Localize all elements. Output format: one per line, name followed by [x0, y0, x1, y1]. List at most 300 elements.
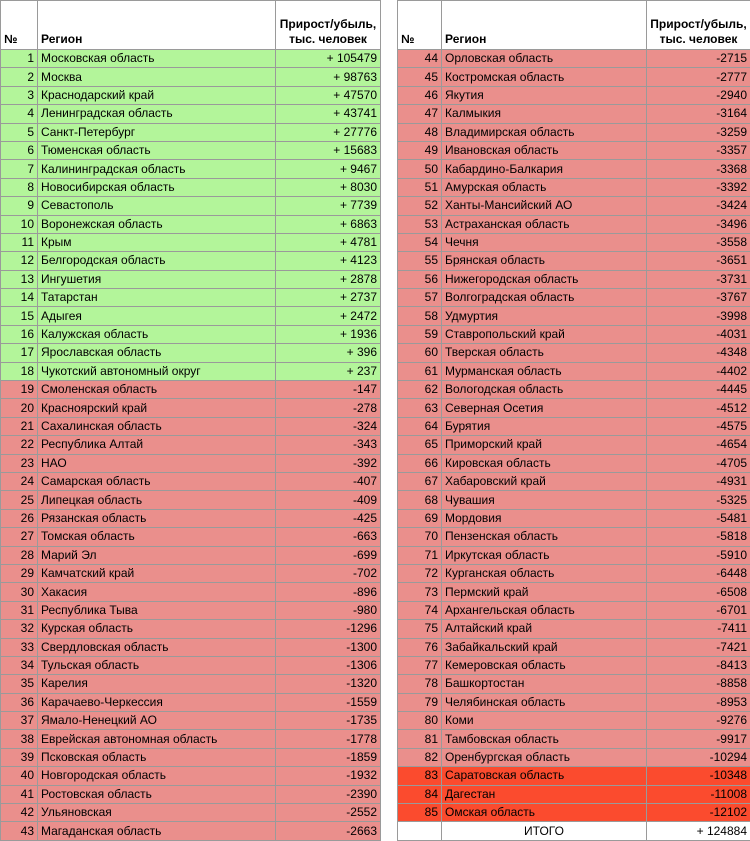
table-row [398, 509, 750, 527]
row-number: 47 [398, 105, 442, 123]
table-row [1, 252, 381, 270]
row-number: 37 [1, 712, 38, 730]
table-row [398, 712, 750, 730]
row-region: Марий Эл [38, 546, 276, 564]
row-change: -4031 [647, 325, 750, 343]
table-row [1, 123, 381, 141]
row-number: 48 [398, 123, 442, 141]
table-row [398, 197, 750, 215]
row-number: 56 [398, 270, 442, 288]
row-number: 78 [398, 675, 442, 693]
row-number: 31 [1, 601, 38, 619]
table-row [1, 105, 381, 123]
table-row [398, 252, 750, 270]
row-number: 17 [1, 344, 38, 362]
row-change: + 105479 [276, 50, 381, 68]
row-number: 1 [1, 50, 38, 68]
table-row [1, 381, 381, 399]
row-number: 71 [398, 546, 442, 564]
row-region: Брянская область [442, 252, 647, 270]
row-change: -1735 [276, 712, 381, 730]
table-row [398, 472, 750, 490]
header-row [398, 1, 750, 50]
row-number: 41 [1, 785, 38, 803]
row-number: 7 [1, 160, 38, 178]
header-region: Регион [442, 1, 647, 50]
table-row [1, 528, 381, 546]
row-number: 33 [1, 638, 38, 656]
row-change: + 1936 [276, 325, 381, 343]
row-number: 60 [398, 344, 442, 362]
table-row [398, 289, 750, 307]
table-row [1, 601, 381, 619]
row-region: Краснодарский край [38, 86, 276, 104]
table-row [1, 822, 381, 840]
header-change-line2: тыс. человек [660, 32, 738, 46]
table-row [398, 638, 750, 656]
row-number: 16 [1, 325, 38, 343]
row-change: + 396 [276, 344, 381, 362]
row-region: Новосибирская область [38, 178, 276, 196]
row-region: Камчатский край [38, 564, 276, 582]
row-region: Кировская область [442, 454, 647, 472]
row-region: Пензенская область [442, 528, 647, 546]
row-number: 82 [398, 748, 442, 766]
row-number: 34 [1, 656, 38, 674]
row-region: Владимирская область [442, 123, 647, 141]
table-row [1, 693, 381, 711]
row-change: + 15683 [276, 141, 381, 159]
row-change: -8413 [647, 656, 750, 674]
row-change: -6701 [647, 601, 750, 619]
header-change [276, 1, 381, 50]
row-change: -7421 [647, 638, 750, 656]
row-change: -3424 [647, 197, 750, 215]
table-row [398, 50, 750, 68]
row-region: Республика Тыва [38, 601, 276, 619]
row-number: 9 [1, 197, 38, 215]
row-number: 84 [398, 785, 442, 803]
row-region: Сахалинская область [38, 417, 276, 435]
table-row [1, 546, 381, 564]
row-number: 79 [398, 693, 442, 711]
row-region: Тверская область [442, 344, 647, 362]
row-region: Красноярский край [38, 399, 276, 417]
row-region: Карелия [38, 675, 276, 693]
total-row [398, 822, 750, 840]
row-region: Бурятия [442, 417, 647, 435]
row-number: 12 [1, 252, 38, 270]
row-number: 59 [398, 325, 442, 343]
row-number: 54 [398, 233, 442, 251]
row-number: 51 [398, 178, 442, 196]
table-row [1, 197, 381, 215]
row-number: 19 [1, 381, 38, 399]
row-change: + 2737 [276, 289, 381, 307]
row-region: Волгоградская область [442, 289, 647, 307]
row-change: -1859 [276, 748, 381, 766]
table-row [1, 160, 381, 178]
table-row [1, 344, 381, 362]
table-row [1, 325, 381, 343]
row-region: Пермский край [442, 583, 647, 601]
table-row [398, 270, 750, 288]
row-number: 8 [1, 178, 38, 196]
row-region: Ямало-Ненецкий АО [38, 712, 276, 730]
row-region: Новгородская область [38, 767, 276, 785]
header-region: Регион [38, 1, 276, 50]
table-row [398, 141, 750, 159]
row-region: Иркутская область [442, 546, 647, 564]
row-change: -4512 [647, 399, 750, 417]
row-region: Карачаево-Черкессия [38, 693, 276, 711]
row-region: Воронежская область [38, 215, 276, 233]
row-region: Ульяновская [38, 804, 276, 822]
row-number: 69 [398, 509, 442, 527]
row-region: Ингушетия [38, 270, 276, 288]
row-number: 76 [398, 638, 442, 656]
table-row [1, 141, 381, 159]
row-region: Еврейская автономная область [38, 730, 276, 748]
table-row [398, 528, 750, 546]
table-row [1, 307, 381, 325]
table-row [1, 436, 381, 454]
row-region: Ставропольский край [442, 325, 647, 343]
row-number: 39 [1, 748, 38, 766]
table-row [398, 804, 750, 822]
row-change: -147 [276, 381, 381, 399]
row-number: 28 [1, 546, 38, 564]
row-region: Амурская область [442, 178, 647, 196]
row-number: 50 [398, 160, 442, 178]
row-region: Калининградская область [38, 160, 276, 178]
row-change: -3731 [647, 270, 750, 288]
table-row [1, 804, 381, 822]
row-change: + 237 [276, 362, 381, 380]
row-region: Магаданская область [38, 822, 276, 840]
row-region: Московская область [38, 50, 276, 68]
table-row [1, 509, 381, 527]
row-number: 65 [398, 436, 442, 454]
table-row [398, 454, 750, 472]
row-number: 66 [398, 454, 442, 472]
row-region: Якутия [442, 86, 647, 104]
row-change: -9276 [647, 712, 750, 730]
row-change: + 47570 [276, 86, 381, 104]
row-change: + 4123 [276, 252, 381, 270]
row-change: + 43741 [276, 105, 381, 123]
row-region: Ивановская область [442, 141, 647, 159]
row-number: 24 [1, 472, 38, 490]
row-number: 83 [398, 767, 442, 785]
table-row [398, 325, 750, 343]
row-number: 52 [398, 197, 442, 215]
row-change: + 27776 [276, 123, 381, 141]
row-number: 35 [1, 675, 38, 693]
row-number: 3 [1, 86, 38, 104]
row-region: Саратовская область [442, 767, 647, 785]
header-number: № [1, 1, 38, 50]
row-change: -6448 [647, 564, 750, 582]
table-row [1, 712, 381, 730]
table-row [398, 601, 750, 619]
table-row [398, 178, 750, 196]
row-number: 44 [398, 50, 442, 68]
row-region: Тамбовская область [442, 730, 647, 748]
row-number: 10 [1, 215, 38, 233]
row-region: Тюменская область [38, 141, 276, 159]
table-row [1, 491, 381, 509]
table-row [398, 656, 750, 674]
row-number: 29 [1, 564, 38, 582]
row-region: Мордовия [442, 509, 647, 527]
row-change: + 98763 [276, 68, 381, 86]
row-change: -3392 [647, 178, 750, 196]
table-row [1, 583, 381, 601]
table-row [398, 767, 750, 785]
table-row [1, 748, 381, 766]
table-row [398, 436, 750, 454]
header-change-line2: тыс. человек [289, 32, 367, 46]
table-row [1, 68, 381, 86]
row-number: 22 [1, 436, 38, 454]
row-change: -2940 [647, 86, 750, 104]
row-region: Кемеровская область [442, 656, 647, 674]
row-number: 21 [1, 417, 38, 435]
row-number: 25 [1, 491, 38, 509]
table-row [398, 105, 750, 123]
row-region: Липецкая область [38, 491, 276, 509]
row-change: -4348 [647, 344, 750, 362]
row-number: 26 [1, 509, 38, 527]
row-number: 73 [398, 583, 442, 601]
table-row [1, 638, 381, 656]
row-number: 68 [398, 491, 442, 509]
row-change: -8953 [647, 693, 750, 711]
row-change: -3259 [647, 123, 750, 141]
table-row [1, 785, 381, 803]
row-change: -5910 [647, 546, 750, 564]
row-change: -2552 [276, 804, 381, 822]
row-change: -10294 [647, 748, 750, 766]
row-region: Калмыкия [442, 105, 647, 123]
row-region: Рязанская область [38, 509, 276, 527]
table-row [398, 546, 750, 564]
row-change: + 7739 [276, 197, 381, 215]
row-number: 80 [398, 712, 442, 730]
row-number: 72 [398, 564, 442, 582]
row-region: Удмуртия [442, 307, 647, 325]
row-number: 18 [1, 362, 38, 380]
table-row [398, 583, 750, 601]
row-change: -702 [276, 564, 381, 582]
row-number: 32 [1, 620, 38, 638]
row-change: -980 [276, 601, 381, 619]
row-change: + 8030 [276, 178, 381, 196]
table-row [398, 491, 750, 509]
row-change: -4931 [647, 472, 750, 490]
row-region: Ленинградская область [38, 105, 276, 123]
table-row [1, 86, 381, 104]
row-region: Приморский край [442, 436, 647, 454]
row-number: 15 [1, 307, 38, 325]
row-change: -8858 [647, 675, 750, 693]
row-region: Татарстан [38, 289, 276, 307]
total-number-cell [398, 822, 442, 840]
row-number: 14 [1, 289, 38, 307]
row-number: 74 [398, 601, 442, 619]
row-number: 36 [1, 693, 38, 711]
row-number: 11 [1, 233, 38, 251]
row-change: -12102 [647, 804, 750, 822]
row-change: -663 [276, 528, 381, 546]
row-number: 40 [1, 767, 38, 785]
row-number: 27 [1, 528, 38, 546]
row-number: 77 [398, 656, 442, 674]
row-change: -425 [276, 509, 381, 527]
row-region: Курганская область [442, 564, 647, 582]
row-change: -1932 [276, 767, 381, 785]
row-number: 85 [398, 804, 442, 822]
row-change: + 2472 [276, 307, 381, 325]
row-change: + 4781 [276, 233, 381, 251]
row-region: Оренбургская область [442, 748, 647, 766]
row-region: Ярославская область [38, 344, 276, 362]
table-row [398, 381, 750, 399]
row-change: -896 [276, 583, 381, 601]
row-region: Крым [38, 233, 276, 251]
row-change: -2715 [647, 50, 750, 68]
row-change: -699 [276, 546, 381, 564]
row-number: 58 [398, 307, 442, 325]
row-change: -343 [276, 436, 381, 454]
header-number: № [398, 1, 442, 50]
row-change: -3998 [647, 307, 750, 325]
row-change: -2390 [276, 785, 381, 803]
row-change: -4402 [647, 362, 750, 380]
row-number: 57 [398, 289, 442, 307]
row-change: -7411 [647, 620, 750, 638]
row-number: 45 [398, 68, 442, 86]
row-change: -3651 [647, 252, 750, 270]
table-row [1, 767, 381, 785]
row-number: 46 [398, 86, 442, 104]
row-change: -11008 [647, 785, 750, 803]
row-region: Томская область [38, 528, 276, 546]
table-row [398, 362, 750, 380]
row-region: НАО [38, 454, 276, 472]
table-row [398, 215, 750, 233]
table-row [1, 178, 381, 196]
row-region: Чукотский автономный округ [38, 362, 276, 380]
row-region: Смоленская область [38, 381, 276, 399]
table-row [1, 675, 381, 693]
row-change: -392 [276, 454, 381, 472]
table-row [398, 785, 750, 803]
row-change: -3558 [647, 233, 750, 251]
header-change-line1: Прирост/убыль, [650, 17, 746, 31]
row-region: Хакасия [38, 583, 276, 601]
row-region: Калужская область [38, 325, 276, 343]
row-region: Вологодская область [442, 381, 647, 399]
table-row [1, 233, 381, 251]
table-row [398, 123, 750, 141]
right-table-body [398, 50, 750, 822]
row-region: Самарская область [38, 472, 276, 490]
row-change: -10348 [647, 767, 750, 785]
row-change: -409 [276, 491, 381, 509]
row-region: Омская область [442, 804, 647, 822]
row-number: 4 [1, 105, 38, 123]
row-number: 67 [398, 472, 442, 490]
row-change: -278 [276, 399, 381, 417]
row-region: Алтайский край [442, 620, 647, 638]
row-change: + 9467 [276, 160, 381, 178]
row-region: Ростовская область [38, 785, 276, 803]
row-region: Республика Алтай [38, 436, 276, 454]
row-number: 55 [398, 252, 442, 270]
table-row [398, 748, 750, 766]
row-region: Чувашия [442, 491, 647, 509]
row-number: 13 [1, 270, 38, 288]
row-region: Курская область [38, 620, 276, 638]
row-change: + 6863 [276, 215, 381, 233]
table-row [1, 656, 381, 674]
row-change: -2777 [647, 68, 750, 86]
table-row [398, 307, 750, 325]
row-number: 43 [1, 822, 38, 840]
table-row [398, 68, 750, 86]
table-row [1, 399, 381, 417]
row-region: Нижегородская область [442, 270, 647, 288]
row-change: -5481 [647, 509, 750, 527]
row-change: -3496 [647, 215, 750, 233]
row-change: -324 [276, 417, 381, 435]
table-row [398, 564, 750, 582]
row-change: -4654 [647, 436, 750, 454]
total-value: + 124884 [647, 822, 750, 840]
row-region: Коми [442, 712, 647, 730]
table-row [1, 454, 381, 472]
table-row [1, 417, 381, 435]
row-region: Санкт-Петербург [38, 123, 276, 141]
row-number: 62 [398, 381, 442, 399]
row-change: -1300 [276, 638, 381, 656]
row-number: 75 [398, 620, 442, 638]
row-number: 53 [398, 215, 442, 233]
row-number: 64 [398, 417, 442, 435]
table-row [1, 564, 381, 582]
row-region: Кабардино-Балкария [442, 160, 647, 178]
table-row [1, 620, 381, 638]
table-row [398, 399, 750, 417]
row-number: 70 [398, 528, 442, 546]
row-change: -3357 [647, 141, 750, 159]
row-region: Чечня [442, 233, 647, 251]
row-region: Костромская область [442, 68, 647, 86]
row-number: 49 [398, 141, 442, 159]
row-change: -4705 [647, 454, 750, 472]
row-change: -407 [276, 472, 381, 490]
row-change: -4575 [647, 417, 750, 435]
row-number: 5 [1, 123, 38, 141]
table-row [398, 693, 750, 711]
row-region: Забайкальский край [442, 638, 647, 656]
table-row [1, 362, 381, 380]
row-number: 23 [1, 454, 38, 472]
table-row [398, 730, 750, 748]
table-row [398, 160, 750, 178]
